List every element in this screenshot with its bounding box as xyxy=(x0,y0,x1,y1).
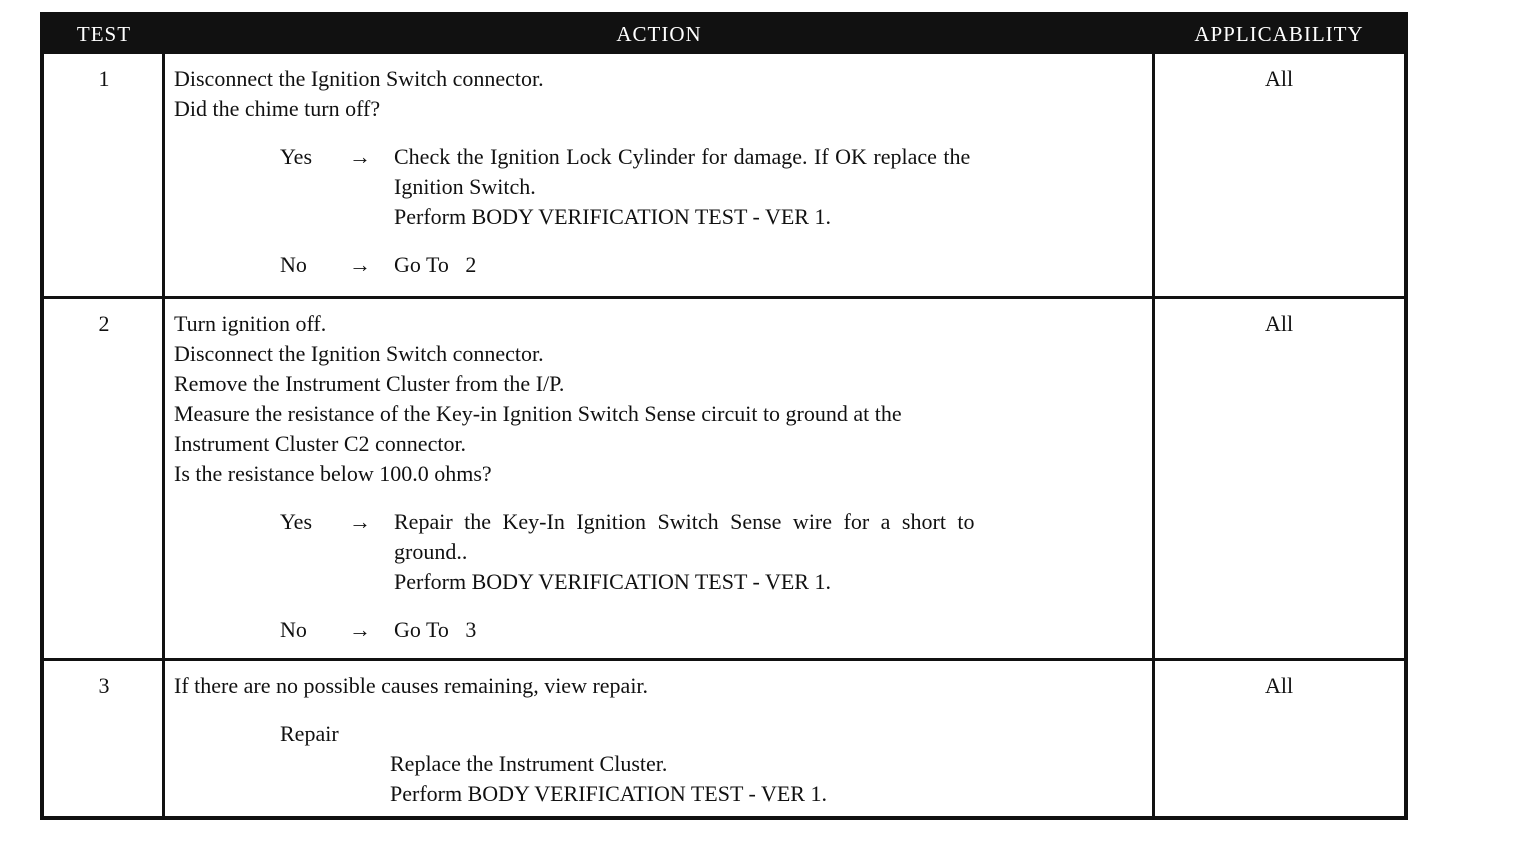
test-number: 1 xyxy=(98,66,110,91)
repair-text: Perform BODY VERIFICATION TEST - VER 1. xyxy=(390,781,827,806)
applicability-value: All xyxy=(1264,66,1294,91)
table-header xyxy=(44,16,1404,54)
no-outcome xyxy=(174,615,1146,645)
table-row xyxy=(44,296,1404,658)
step-text: Is the resistance below 100.0 ohms? xyxy=(174,461,492,486)
arrow-icon: → xyxy=(349,617,371,642)
table-row xyxy=(44,54,1404,296)
goto-link[interactable]: Go To 3 xyxy=(394,617,477,642)
no-outcome xyxy=(174,250,1146,280)
arrow-icon: → xyxy=(349,509,371,534)
action-cell xyxy=(174,309,1146,645)
yes-outcome xyxy=(174,142,1146,232)
repair-block xyxy=(174,719,1146,809)
test-number: 3 xyxy=(98,673,110,698)
repair-text: Replace the Instrument Cluster. xyxy=(390,751,668,776)
goto-link[interactable]: Go To 2 xyxy=(394,252,477,277)
arrow-icon: → xyxy=(349,144,371,169)
no-label: No xyxy=(280,252,307,277)
applicability-value: All xyxy=(1264,311,1294,336)
outcome-text: Check the Ignition Lock Cylinder for damage. If OK replace the xyxy=(394,144,971,169)
step-text: Remove the Instrument Cluster from the I/P. xyxy=(174,371,565,396)
step-text: Instrument Cluster C2 connector. xyxy=(174,431,467,456)
header-action: ACTION xyxy=(616,22,702,46)
no-label: No xyxy=(280,617,307,642)
step-text: Measure the resistance of the Key-in Ignition Switch Sense circuit to ground at the xyxy=(174,401,902,426)
outcome-text: Ignition Switch. xyxy=(394,174,536,199)
step-text: Did the chime turn off? xyxy=(174,96,381,121)
table-row xyxy=(44,658,1404,820)
arrow-icon: → xyxy=(349,252,371,277)
step-text: Turn ignition off. xyxy=(174,311,327,336)
repair-label: Repair xyxy=(280,721,339,746)
yes-label: Yes xyxy=(280,144,313,169)
step-text: If there are no possible causes remaining, view repair. xyxy=(174,673,649,698)
outcome-text: ground.. xyxy=(394,539,468,564)
action-cell xyxy=(174,671,1146,809)
action-cell xyxy=(174,64,1146,280)
header-applicability: APPLICABILITY xyxy=(1194,22,1364,46)
outcome-text: Repair the Key-In Ignition Switch Sense wire for a short to xyxy=(394,509,975,534)
step-text: Disconnect the Ignition Switch connector. xyxy=(174,341,544,366)
test-number: 2 xyxy=(98,311,110,336)
step-text: Disconnect the Ignition Switch connector. xyxy=(174,66,544,91)
outcome-text: Perform BODY VERIFICATION TEST - VER 1. xyxy=(394,204,831,229)
diagnostic-test-table xyxy=(40,12,1408,820)
outcome-text: Perform BODY VERIFICATION TEST - VER 1. xyxy=(394,569,831,594)
yes-outcome xyxy=(174,507,1146,597)
header-test: TEST xyxy=(76,22,132,46)
yes-label: Yes xyxy=(280,509,313,534)
applicability-value: All xyxy=(1264,673,1294,698)
